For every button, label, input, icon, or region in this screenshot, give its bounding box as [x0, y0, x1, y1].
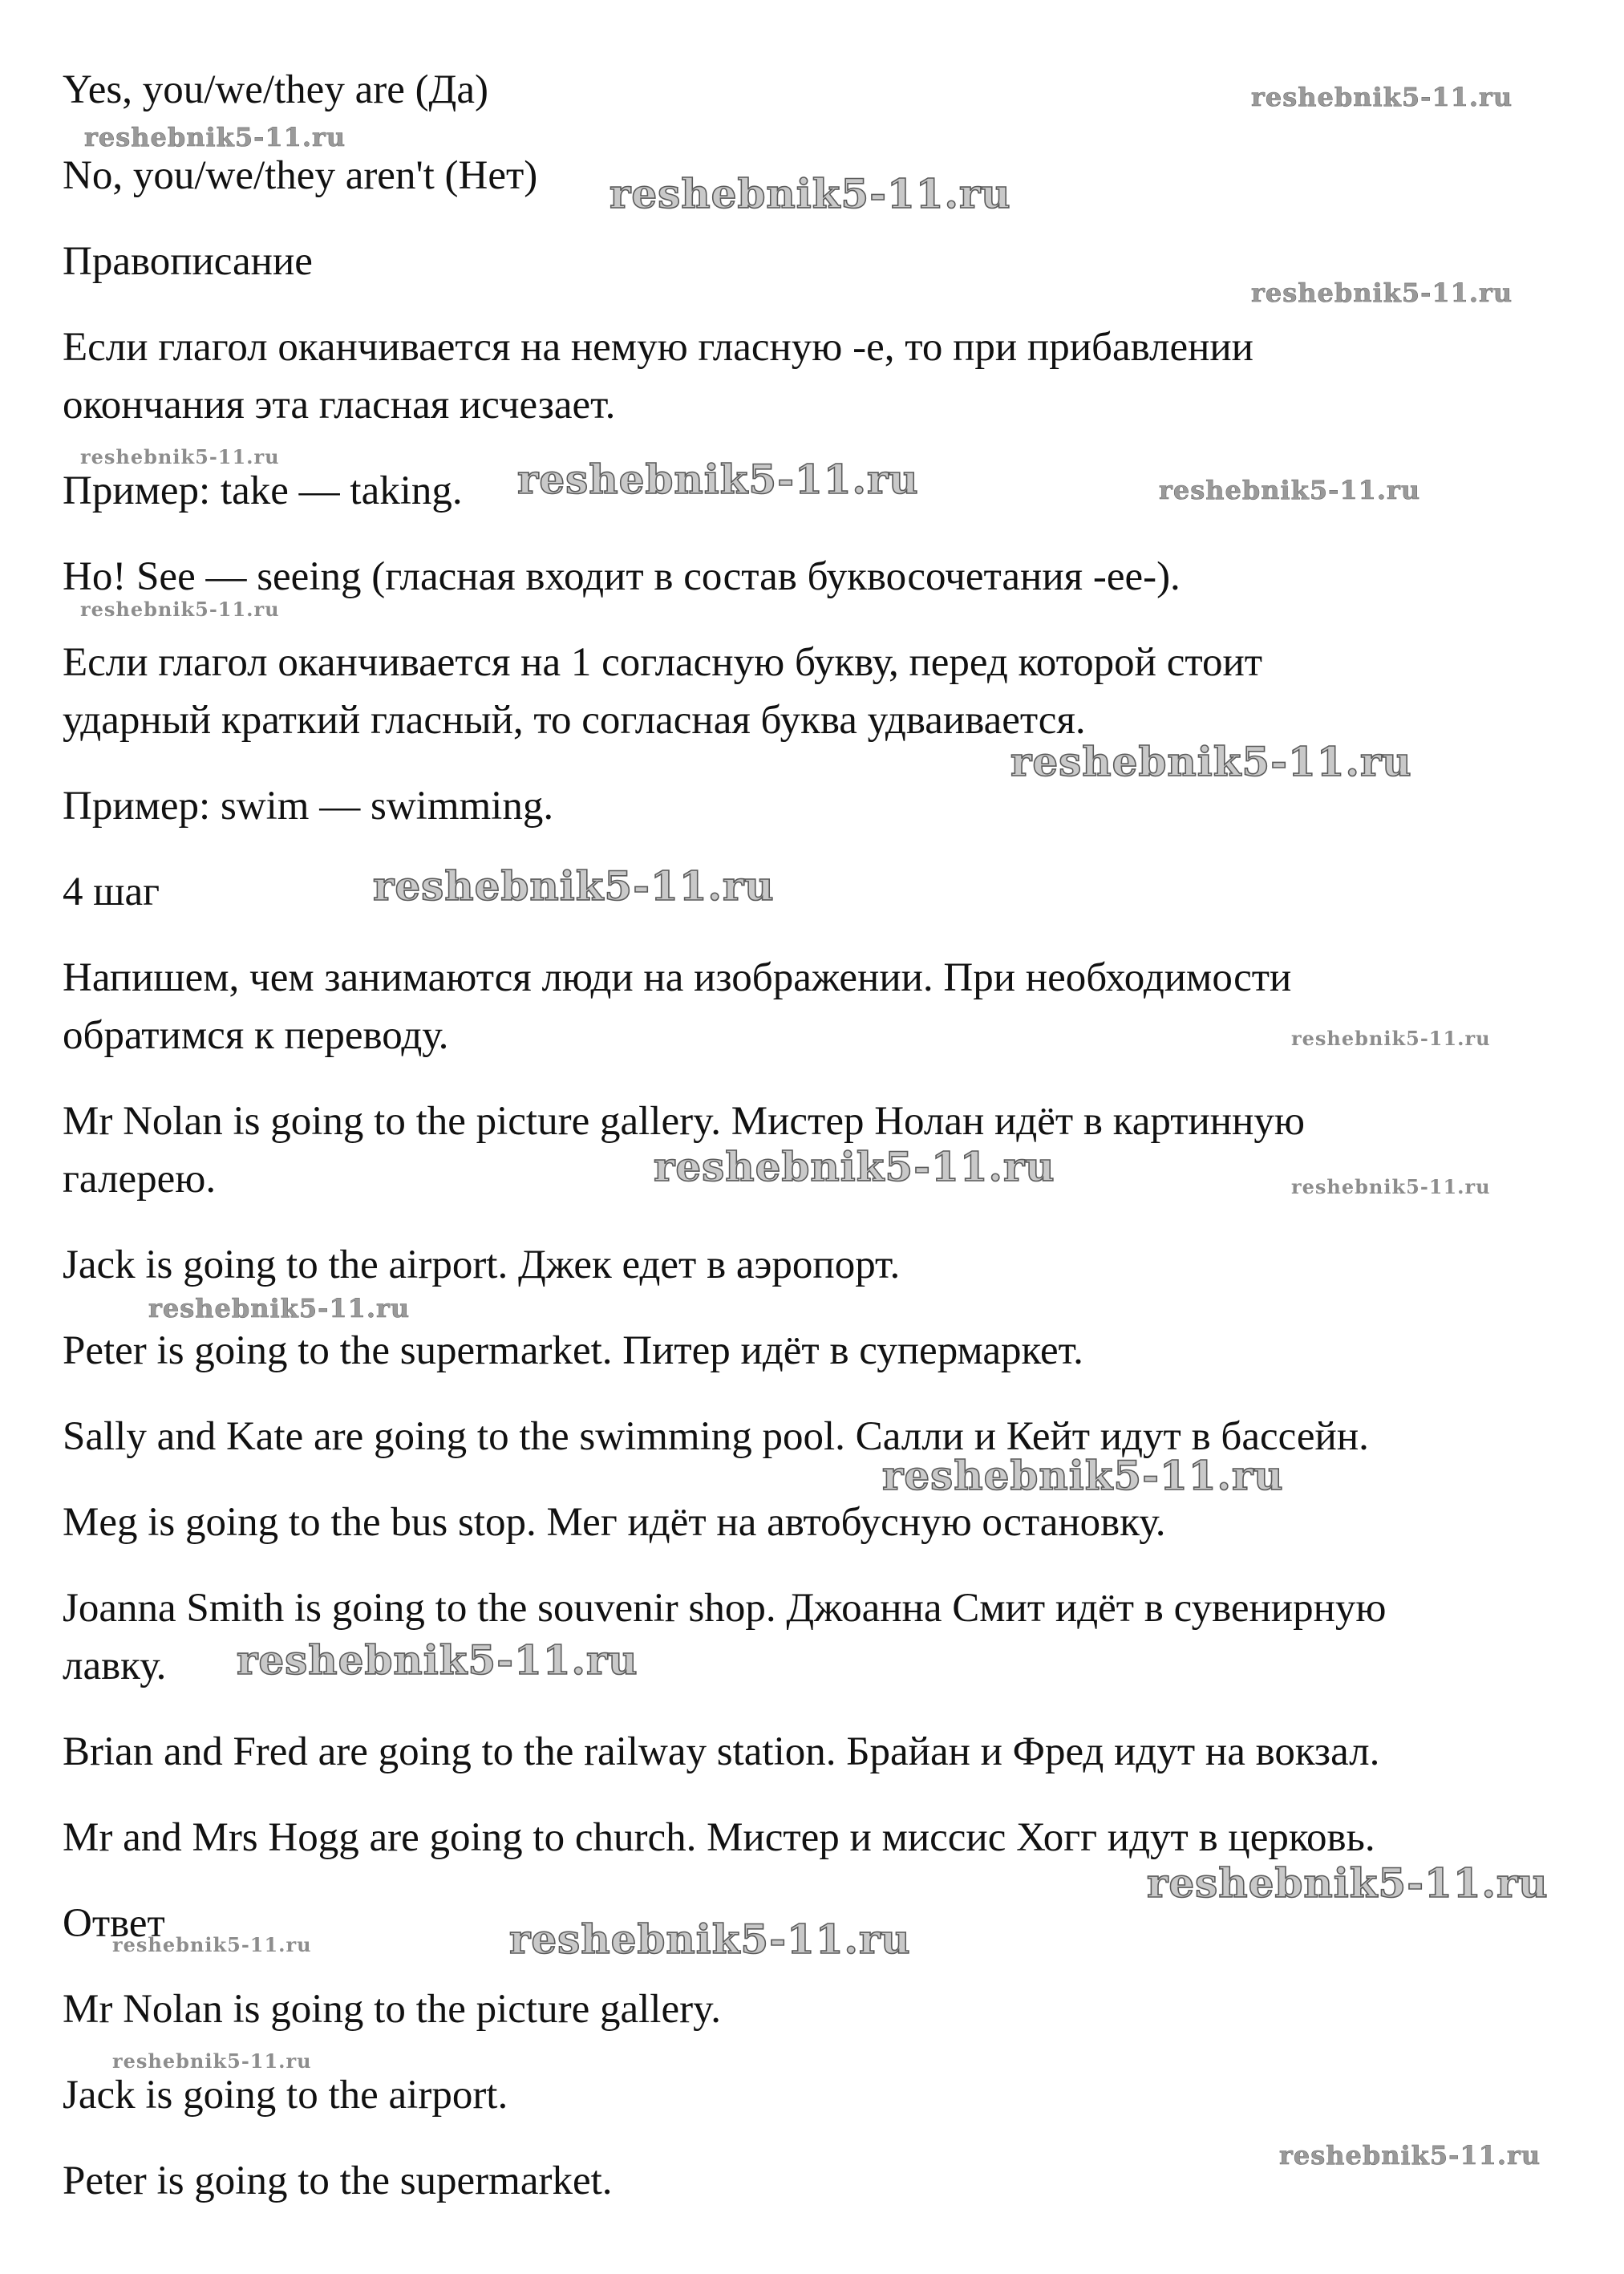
- text-line: Mr Nolan is going to the picture gallery. Мистер Нолан идёт в картинную: [63, 1099, 1305, 1144]
- text-line: Sally and Kate are going to the swimming pool. Салли и Кейт идут в бассейн.: [63, 1414, 1369, 1459]
- text-line: Jack is going to the airport.: [63, 2073, 508, 2118]
- watermark: reshebnik5-11.ru: [509, 1915, 911, 1963]
- watermark: reshebnik5-11.ru: [517, 456, 919, 503]
- text-line: Пример: take — taking.: [63, 468, 463, 513]
- text-line: Пример: swim — swimming.: [63, 784, 554, 829]
- text-line: лавку.: [63, 1644, 167, 1688]
- watermark: reshebnik5-11.ru: [112, 2049, 312, 2073]
- text-line: Joanna Smith is going to the souvenir shop. Джоанна Смит идёт в сувенирную: [63, 1586, 1387, 1631]
- section-heading: Правописание: [63, 239, 313, 284]
- text-line: Yes, you/we/they are (Да): [63, 67, 488, 112]
- text-line: Mr Nolan is going to the picture gallery.: [63, 1987, 722, 2032]
- text-line: No, you/we/they aren't (Нет): [63, 153, 538, 198]
- watermark: reshebnik5-11.ru: [1251, 278, 1513, 308]
- text-line: окончания эта гласная исчезает.: [63, 383, 616, 428]
- watermark: reshebnik5-11.ru: [654, 1143, 1055, 1190]
- watermark: reshebnik5-11.ru: [80, 445, 280, 468]
- text-line: Но! See — seeing (гласная входит в состав буквосочетания -ee-).: [63, 554, 1181, 599]
- watermark: reshebnik5-11.ru: [1291, 1175, 1491, 1198]
- watermark: reshebnik5-11.ru: [80, 598, 280, 621]
- text-line: Напишем, чем занимаются люди на изображении. При необходимости: [63, 955, 1292, 1000]
- watermark: reshebnik5-11.ru: [84, 122, 346, 152]
- watermark: reshebnik5-11.ru: [1279, 2140, 1541, 2171]
- watermark: reshebnik5-11.ru: [237, 1636, 638, 1684]
- answer-heading: Ответ: [63, 1901, 165, 1946]
- watermark: reshebnik5-11.ru: [1147, 1859, 1549, 1907]
- text-line: Если глагол оканчивается на 1 согласную букву, перед которой стоит: [63, 640, 1263, 685]
- watermark: reshebnik5-11.ru: [610, 170, 1011, 217]
- text-line: Mr and Mrs Hogg are going to church. Мистер и миссис Хогг идут в церковь.: [63, 1815, 1375, 1860]
- text-line: Peter is going to the supermarket.: [63, 2158, 613, 2203]
- watermark: reshebnik5-11.ru: [148, 1293, 411, 1323]
- text-line: ударный краткий гласный, то согласная буква удваивается.: [63, 698, 1086, 743]
- text-line: галерею.: [63, 1157, 217, 1202]
- text-line: Peter is going to the supermarket. Питер идёт в супермаркет.: [63, 1328, 1083, 1373]
- watermark: reshebnik5-11.ru: [1291, 1027, 1491, 1050]
- watermark: reshebnik5-11.ru: [112, 1933, 312, 1956]
- step-heading: 4 шаг: [63, 869, 160, 914]
- watermark: reshebnik5-11.ru: [1159, 475, 1421, 505]
- watermark: reshebnik5-11.ru: [882, 1452, 1284, 1499]
- text-line: Meg is going to the bus stop. Мег идёт на автобусную остановку.: [63, 1500, 1166, 1545]
- text-line: Brian and Fred are going to the railway station. Брайан и Фред идут на вокзал.: [63, 1729, 1380, 1774]
- watermark: reshebnik5-11.ru: [1010, 738, 1412, 785]
- text-line: обратимся к переводу.: [63, 1013, 449, 1058]
- text-line: Jack is going to the airport. Джек едет в аэропорт.: [63, 1242, 901, 1287]
- text-line: Если глагол оканчивается на немую гласную -е, то при прибавлении: [63, 325, 1253, 370]
- watermark: reshebnik5-11.ru: [373, 862, 775, 910]
- watermark: reshebnik5-11.ru: [1251, 82, 1513, 112]
